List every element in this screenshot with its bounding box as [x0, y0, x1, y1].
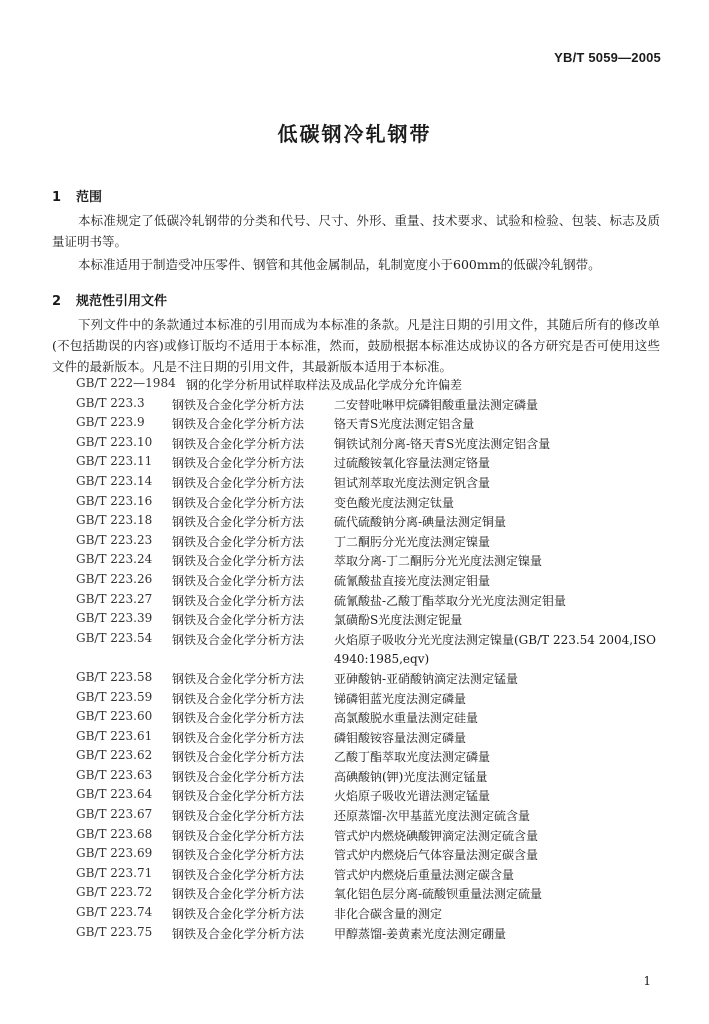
- reference-category: 钢铁及合金化学分析方法: [172, 632, 305, 647]
- reference-method: 丁二酮肟分光光度法测定镍量: [334, 534, 491, 549]
- reference-method: 铬天青S光度法测定铝含量: [334, 417, 475, 432]
- reference-method: 磷钼酸铵容量法测定磷量: [334, 730, 467, 745]
- scope-paragraph-2: 本标准适用于制造受冲压零件、钢管和其他金属制品，轧制宽度小于600mm的低碳冷轧钢带。: [78, 257, 601, 272]
- reference-method: 乙酸丁酯萃取光度法测定磷量: [334, 750, 491, 765]
- section-number: 2: [52, 294, 62, 309]
- reference-method: 甲醇蒸馏-姜黄素光度法测定硼量: [334, 926, 507, 941]
- reference-title: 钢的化学分析用试样取样法及成品化学成分允许偏差: [186, 378, 463, 392]
- reference-method: 硫氰酸盐直接光度法测定钼量: [334, 573, 491, 588]
- reference-category: 钢铁及合金化学分析方法: [172, 593, 305, 608]
- reference-code: GB/T 222—1984: [76, 376, 176, 390]
- section-title: 范围: [76, 190, 103, 205]
- reference-category: 钢铁及合金化学分析方法: [172, 397, 305, 412]
- reference-method: 过硫酸铵氧化容量法测定铬量: [334, 456, 491, 471]
- section-heading-scope: [52, 186, 102, 205]
- reference-code: GB/T 223.62: [76, 748, 153, 763]
- reference-category: 钢铁及合金化学分析方法: [172, 475, 305, 490]
- reference-category: 钢铁及合金化学分析方法: [172, 436, 305, 451]
- reference-code: GB/T 223.74: [76, 905, 153, 920]
- reference-code: GB/T 223.14: [76, 473, 153, 488]
- reference-category: 钢铁及合金化学分析方法: [172, 456, 305, 471]
- reference-category: 钢铁及合金化学分析方法: [172, 534, 305, 549]
- references-intro-paragraph: 下列文件中的条款通过本标准的引用而成为本标准的条款。凡是注日期的引用文件，其随后所有的修改单(不包括勘误的内容)或修订版均不适用于本标准，然而，鼓励根据本标准达成协议的各方研究是否可使用这些文件的最新版本。凡是不注日期的引用文件，其最新版本适用于本标准。: [52, 317, 660, 374]
- page-number: 1: [643, 974, 651, 988]
- reference-category: 钢铁及合金化学分析方法: [172, 730, 305, 745]
- reference-method: 还原蒸馏-次甲基蓝光度法测定硫含量: [334, 809, 531, 824]
- reference-category: 钢铁及合金化学分析方法: [172, 828, 305, 843]
- reference-method: 管式炉内燃烧后重量法测定碳含量: [334, 867, 515, 882]
- reference-code: GB/T 223.72: [76, 885, 153, 900]
- reference-code: GB/T 223.58: [76, 669, 153, 684]
- reference-method: 锑磷钼蓝光度法测定磷量: [334, 691, 467, 706]
- section-number: 1: [52, 190, 62, 205]
- reference-category: 钢铁及合金化学分析方法: [172, 750, 305, 765]
- reference-code: GB/T 223.11: [76, 454, 153, 469]
- reference-item: [76, 690, 676, 710]
- reference-item: [76, 866, 676, 886]
- reference-code: GB/T 223.71: [76, 865, 153, 880]
- reference-code: GB/T 223.54: [76, 630, 153, 645]
- reference-method: 非化合碳含量的测定: [334, 907, 443, 922]
- reference-item: [76, 396, 676, 416]
- reference-code: GB/T 223.24: [76, 552, 153, 567]
- reference-code: GB/T 223.60: [76, 709, 153, 724]
- reference-code: GB/T 223.26: [76, 571, 153, 586]
- reference-category: 钢铁及合金化学分析方法: [172, 887, 305, 902]
- reference-code: GB/T 223.69: [76, 846, 153, 861]
- reference-code: GB/T 223.67: [76, 807, 153, 822]
- reference-category: 钢铁及合金化学分析方法: [172, 907, 305, 922]
- reference-method: 变色酸光度法测定钛量: [334, 495, 455, 510]
- reference-code: GB/T 223.64: [76, 787, 153, 802]
- reference-method: 硫氰酸盐-乙酸丁酯萃取分光光度法测定钼量: [334, 593, 567, 608]
- reference-item: [76, 376, 676, 396]
- reference-item: [76, 572, 676, 592]
- reference-category: 钢铁及合金化学分析方法: [172, 495, 305, 510]
- reference-item: [76, 905, 676, 925]
- reference-item: [76, 415, 676, 435]
- reference-code: GB/T 223.16: [76, 493, 153, 508]
- reference-item: [76, 748, 676, 768]
- reference-method: 火焰原子吸收光谱法测定锰量: [334, 789, 491, 804]
- reference-method: 高碘酸钠(钾)光度法测定锰量: [334, 769, 488, 784]
- reference-code: GB/T 223.18: [76, 513, 153, 528]
- reference-category: 钢铁及合金化学分析方法: [172, 554, 305, 569]
- reference-code: GB/T 223.9: [76, 415, 145, 430]
- reference-item: [76, 552, 676, 572]
- standard-code: YB/T 5059—2005: [554, 50, 661, 65]
- reference-item: [76, 925, 676, 945]
- reference-item: [76, 787, 676, 807]
- reference-method: 硫代硫酸钠分离-碘量法测定铜量: [334, 515, 507, 530]
- reference-item: [76, 454, 676, 474]
- reference-code: GB/T 223.27: [76, 591, 153, 606]
- reference-category: 钢铁及合金化学分析方法: [172, 573, 305, 588]
- reference-code: GB/T 223.3: [76, 395, 145, 410]
- reference-method: 氯磺酚S光度法测定铌量: [334, 613, 463, 628]
- reference-category: 钢铁及合金化学分析方法: [172, 926, 305, 941]
- reference-item: [76, 807, 676, 827]
- reference-method: 亚砷酸钠-亚硝酸钠滴定法测定锰量: [334, 671, 519, 686]
- reference-code: GB/T 223.63: [76, 767, 153, 782]
- reference-category: 钢铁及合金化学分析方法: [172, 613, 305, 628]
- reference-method: 二安替吡啉甲烷磷钼酸重量法测定磷量: [334, 397, 539, 412]
- reference-code: GB/T 223.39: [76, 611, 153, 626]
- reference-item: [76, 846, 676, 866]
- reference-item: [76, 533, 676, 553]
- reference-code: GB/T 223.10: [76, 434, 153, 449]
- reference-item: [76, 611, 676, 631]
- reference-item: [76, 474, 676, 494]
- reference-item: [76, 592, 676, 612]
- reference-method: 管式炉内燃烧碘酸钾滴定法测定硫含量: [334, 828, 539, 843]
- reference-category: 钢铁及合金化学分析方法: [172, 671, 305, 686]
- reference-item: [76, 494, 676, 514]
- reference-code: GB/T 223.23: [76, 532, 153, 547]
- reference-category: 钢铁及合金化学分析方法: [172, 711, 305, 726]
- reference-category: 钢铁及合金化学分析方法: [172, 691, 305, 706]
- reference-item: [76, 513, 676, 533]
- section-heading-references: [52, 290, 167, 309]
- reference-method: 铜铁试剂分离-铬天青S光度法测定铝含量: [334, 436, 551, 451]
- reference-code: GB/T 223.59: [76, 689, 153, 704]
- reference-item: [76, 768, 676, 788]
- reference-category: 钢铁及合金化学分析方法: [172, 848, 305, 863]
- document-title: 低碳钢冷轧钢带: [277, 122, 432, 146]
- reference-code: GB/T 223.61: [76, 728, 153, 743]
- reference-method: 管式炉内燃烧后气体容量法测定碳含量: [334, 848, 539, 863]
- reference-item: [76, 827, 676, 847]
- reference-code: GB/T 223.75: [76, 924, 153, 939]
- reference-method: 氧化铝色层分离-硫酸钡重量法测定硫量: [334, 887, 543, 902]
- reference-method: 高氯酸脱水重量法测定硅量: [334, 711, 479, 726]
- reference-item: [76, 435, 676, 455]
- scope-paragraph-1: 本标准规定了低碳冷轧钢带的分类和代号、尺寸、外形、重量、技术要求、试验和检验、包装、标志及质量证明书等。: [52, 213, 660, 249]
- reference-method: 钽试剂萃取光度法测定钒含量: [334, 475, 491, 490]
- reference-code: GB/T 223.68: [76, 826, 153, 841]
- normative-reference-list: [76, 376, 676, 944]
- reference-category: 钢铁及合金化学分析方法: [172, 809, 305, 824]
- reference-item: [76, 631, 676, 670]
- reference-item: [76, 729, 676, 749]
- reference-method: 萃取分离-丁二酮肟分光光度法测定镍量: [334, 554, 543, 569]
- reference-item: [76, 885, 676, 905]
- reference-category: 钢铁及合金化学分析方法: [172, 867, 305, 882]
- reference-category: 钢铁及合金化学分析方法: [172, 789, 305, 804]
- section-title: 规范性引用文件: [76, 294, 168, 309]
- reference-category: 钢铁及合金化学分析方法: [172, 769, 305, 784]
- reference-item: [76, 709, 676, 729]
- reference-item: [76, 670, 676, 690]
- reference-method: 火焰原子吸收分光光度法测定镍量(GB/T 223.54 2004,ISO 4940:1985,eqv): [334, 632, 656, 667]
- reference-category: 钢铁及合金化学分析方法: [172, 417, 305, 432]
- reference-category: 钢铁及合金化学分析方法: [172, 515, 305, 530]
